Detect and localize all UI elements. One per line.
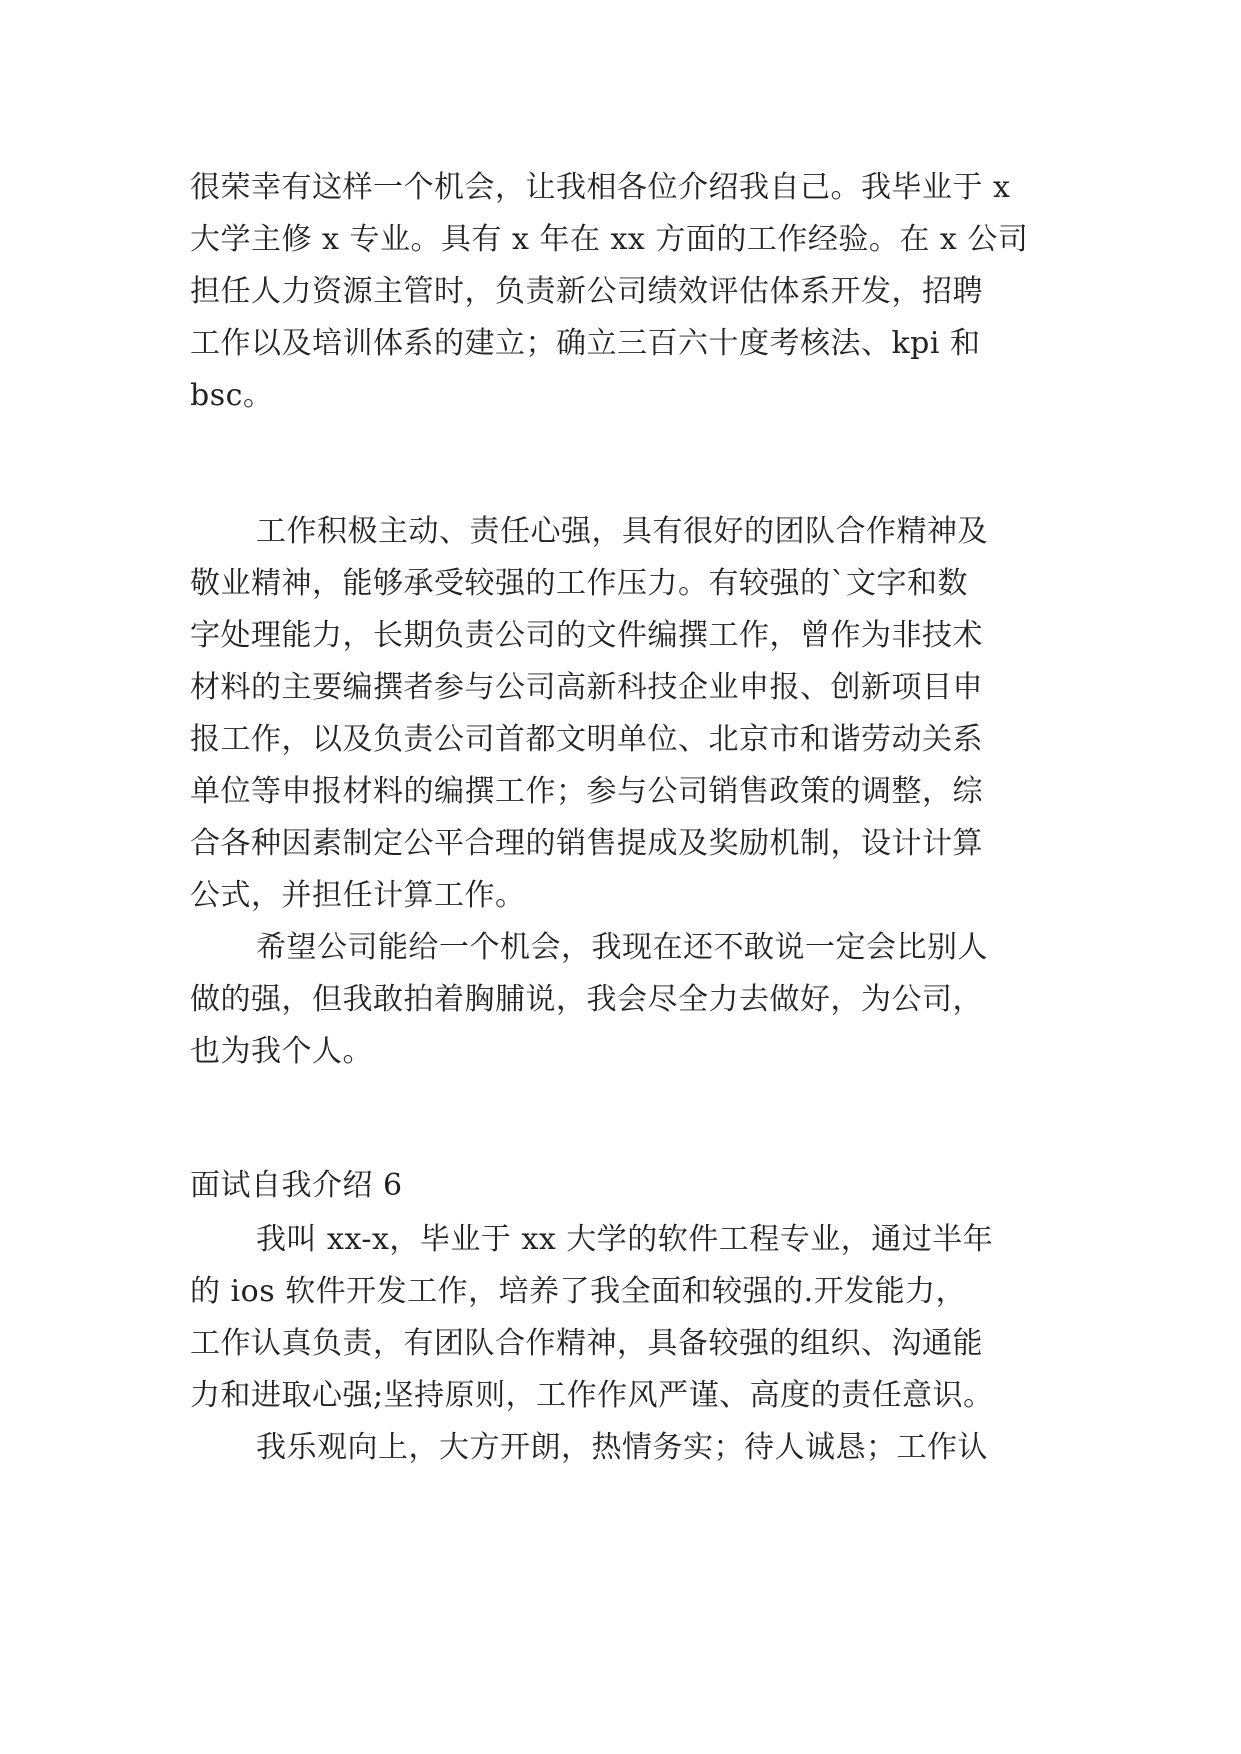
paragraph-2-line-3: 字处理能力，长期负责公司的文件编撰工作，曾作为非技术 [190, 618, 983, 653]
paragraph-2-line-4: 材料的主要编撰者参与公司高新科技企业申报、创新项目申 [190, 670, 983, 705]
paragraph-1-line-5: bsc。 [190, 378, 274, 413]
paragraph-3-line-3: 也为我个人。 [190, 1034, 373, 1069]
paragraph-4-line-4: 力和进取心强;坚持原则，工作作风严谨、高度的责任意识。 [190, 1378, 994, 1413]
paragraph-4-line-1: 我叫 xx-x，毕业于 xx 大学的软件工程专业，通过半年 [256, 1222, 994, 1257]
paragraph-1-line-3: 担任人力资源主管时，负责新公司绩效评估体系开发，招聘 [190, 274, 983, 309]
paragraph-2-line-1: 工作积极主动、责任心强，具有很好的团队合作精神及 [256, 514, 988, 549]
paragraph-1-line-4: 工作以及培训体系的建立；确立三百六十度考核法、kpi 和 [190, 326, 981, 361]
paragraph-2-line-5: 报工作，以及负责公司首都文明单位、北京市和谐劳动关系 [190, 722, 983, 757]
paragraph-2-line-6: 单位等申报材料的编撰工作；参与公司销售政策的调整，综 [190, 774, 983, 809]
paragraph-4-line-2: 的 ios 软件开发工作，培养了我全面和较强的.开发能力， [190, 1274, 967, 1309]
section-title: 面试自我介绍 6 [190, 1168, 403, 1203]
paragraph-2-line-7: 合各种因素制定公平合理的销售提成及奖励机制，设计计算 [190, 826, 983, 861]
paragraph-5-line-1: 我乐观向上，大方开朗，热情务实；待人诚恳；工作认 [256, 1430, 988, 1465]
paragraph-1-line-1: 很荣幸有这样一个机会，让我相各位介绍我自己。我毕业于 x [190, 170, 1011, 205]
paragraph-3-line-2: 做的强，但我敢拍着胸脯说，我会尽全力去做好，为公司， [190, 982, 983, 1017]
paragraph-2-line-8: 公式，并担任计算工作。 [190, 878, 526, 913]
paragraph-3-line-1: 希望公司能给一个机会，我现在还不敢说一定会比别人 [256, 930, 988, 965]
paragraph-2-line-2: 敬业精神，能够承受较强的工作压力。有较强的`文字和数 [190, 566, 968, 601]
paragraph-1-line-2: 大学主修 x 专业。具有 x 年在 xx 方面的工作经验。在 x 公司 [190, 222, 1029, 257]
paragraph-4-line-3: 工作认真负责，有团队合作精神，具备较强的组织、沟通能 [190, 1326, 983, 1361]
